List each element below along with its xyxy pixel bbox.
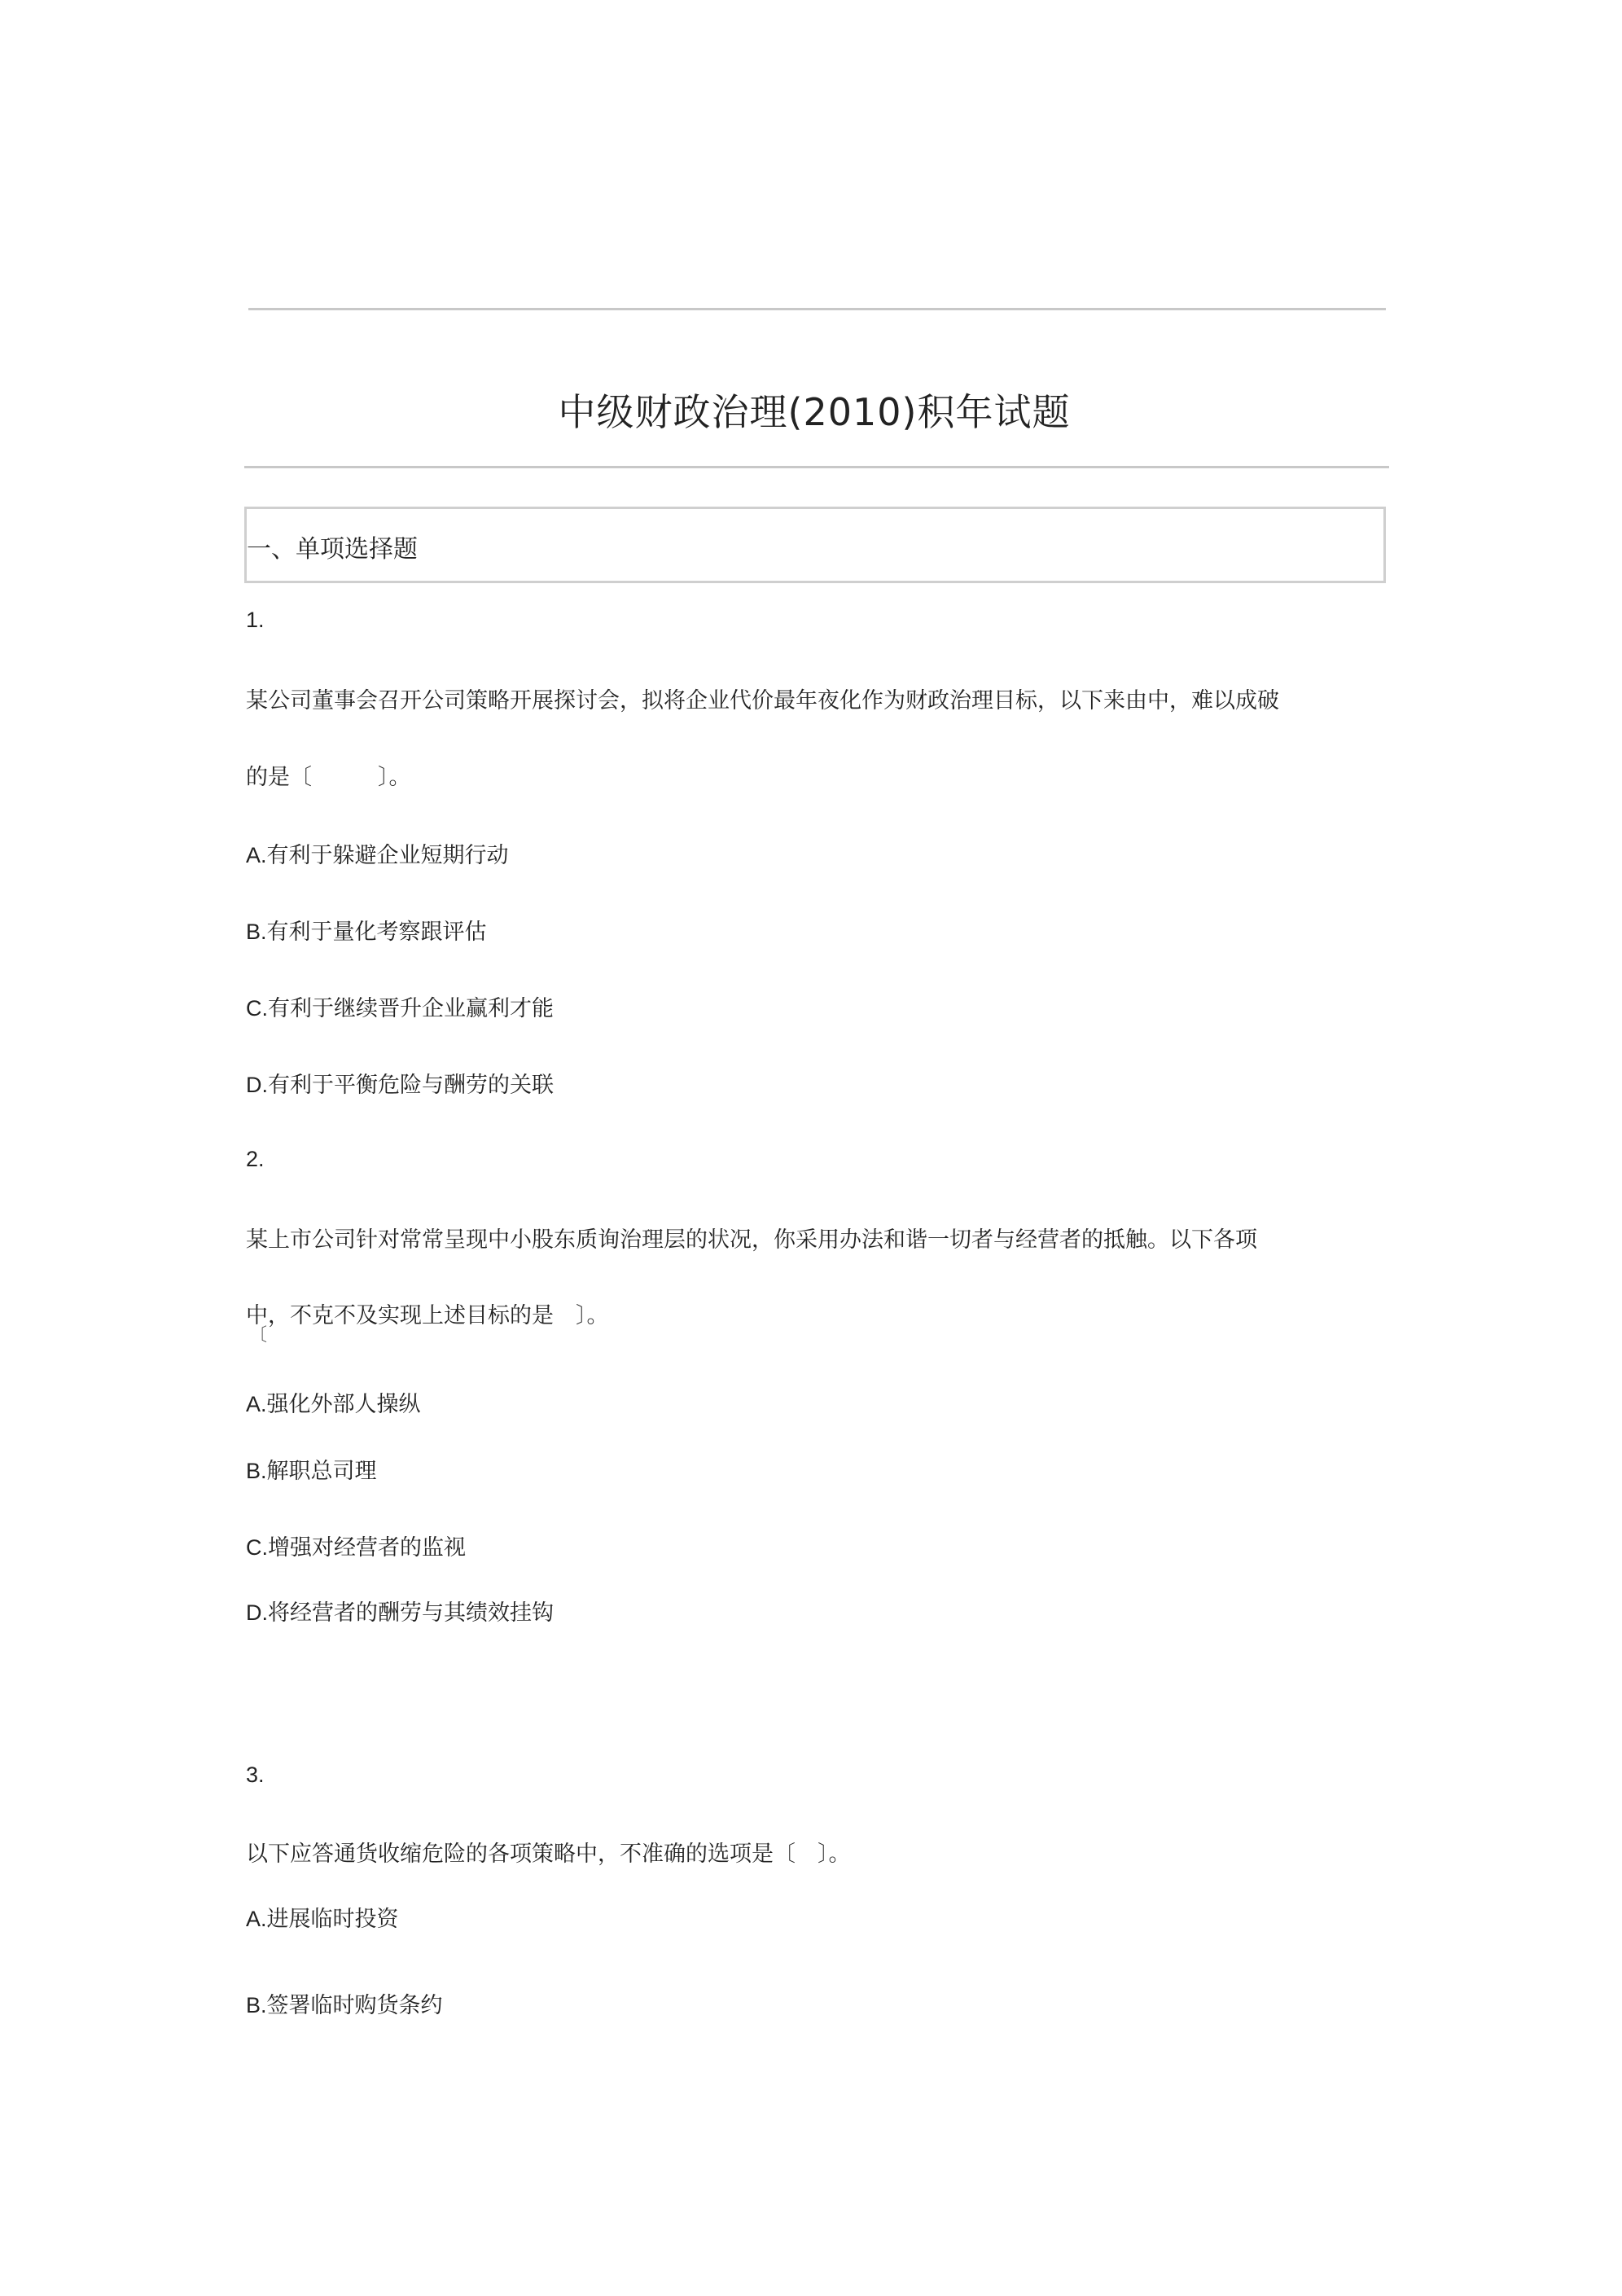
option-text: 将经营者的酬劳与其绩效挂钩 (268, 1600, 554, 1626)
option-text: 有利于继续晋升企业赢利才能 (268, 996, 554, 1021)
document-title: 中级财政治理(2010)积年试题 (558, 390, 1071, 434)
question-1-number: 1. (246, 608, 265, 632)
option-text: 签署临时购货条约 (266, 1993, 443, 2018)
question-2-stem-line-2: 中，不克不及实现上述目标的是 〕。 (246, 1303, 609, 1328)
option-text: 有利于躲避企业短期行动 (266, 843, 509, 868)
question-3-number: 3. (246, 1763, 265, 1787)
question-1-option-a (246, 837, 509, 869)
question-2-option-d (246, 1595, 554, 1627)
option-text: 解职总司理 (266, 1459, 377, 1484)
question-3-stem-line-1: 以下应答通货收缩危险的各项策略中，不准确的选项是〔 〕。 (246, 1842, 851, 1867)
option-letter: B. (246, 1993, 267, 2017)
question-1-option-d (246, 1067, 554, 1099)
question-3-option-a (246, 1901, 399, 1933)
option-letter: A. (246, 1392, 267, 1416)
question-2-option-b (246, 1453, 377, 1485)
option-text: 增强对经营者的监视 (268, 1535, 466, 1561)
header-rule-bottom (244, 466, 1389, 468)
option-letter: A. (246, 843, 267, 867)
option-text: 有利于平衡危险与酬劳的关联 (268, 1073, 554, 1098)
option-letter: B. (246, 920, 267, 944)
option-text: 进展临时投资 (266, 1907, 399, 1932)
option-text: 有利于量化考察跟评估 (266, 920, 487, 945)
question-2-stray-bracket: 〔 (249, 1325, 268, 1346)
option-letter: C. (246, 996, 268, 1021)
section-heading: 一、单项选择题 (247, 535, 418, 564)
question-1-option-b (246, 914, 487, 946)
option-letter: D. (246, 1073, 268, 1097)
question-2-option-c (246, 1530, 466, 1561)
question-1-option-c (246, 990, 554, 1022)
question-2-option-a (246, 1386, 421, 1418)
question-2-stem-line-1: 某上市公司针对常常呈现中小股东质询治理层的状况，你采用办法和谐一切者与经营者的抵触。以下各项 (246, 1227, 1257, 1253)
option-letter: B. (246, 1459, 267, 1483)
question-2-number: 2. (246, 1147, 265, 1171)
option-letter: D. (246, 1600, 268, 1625)
question-3-option-b (246, 1987, 443, 2019)
option-text: 强化外部人操纵 (266, 1392, 421, 1417)
option-letter: C. (246, 1535, 268, 1560)
section-heading-box (244, 507, 1386, 583)
header-rule-top (248, 308, 1386, 310)
option-letter: A. (246, 1907, 267, 1931)
question-1-stem-line-1: 某公司董事会召开公司策略开展探讨会，拟将企业代价最年夜化作为财政治理目标，以下来由中，难以成破 (246, 688, 1279, 713)
question-1-stem-line-2: 的是〔 〕。 (246, 765, 411, 790)
